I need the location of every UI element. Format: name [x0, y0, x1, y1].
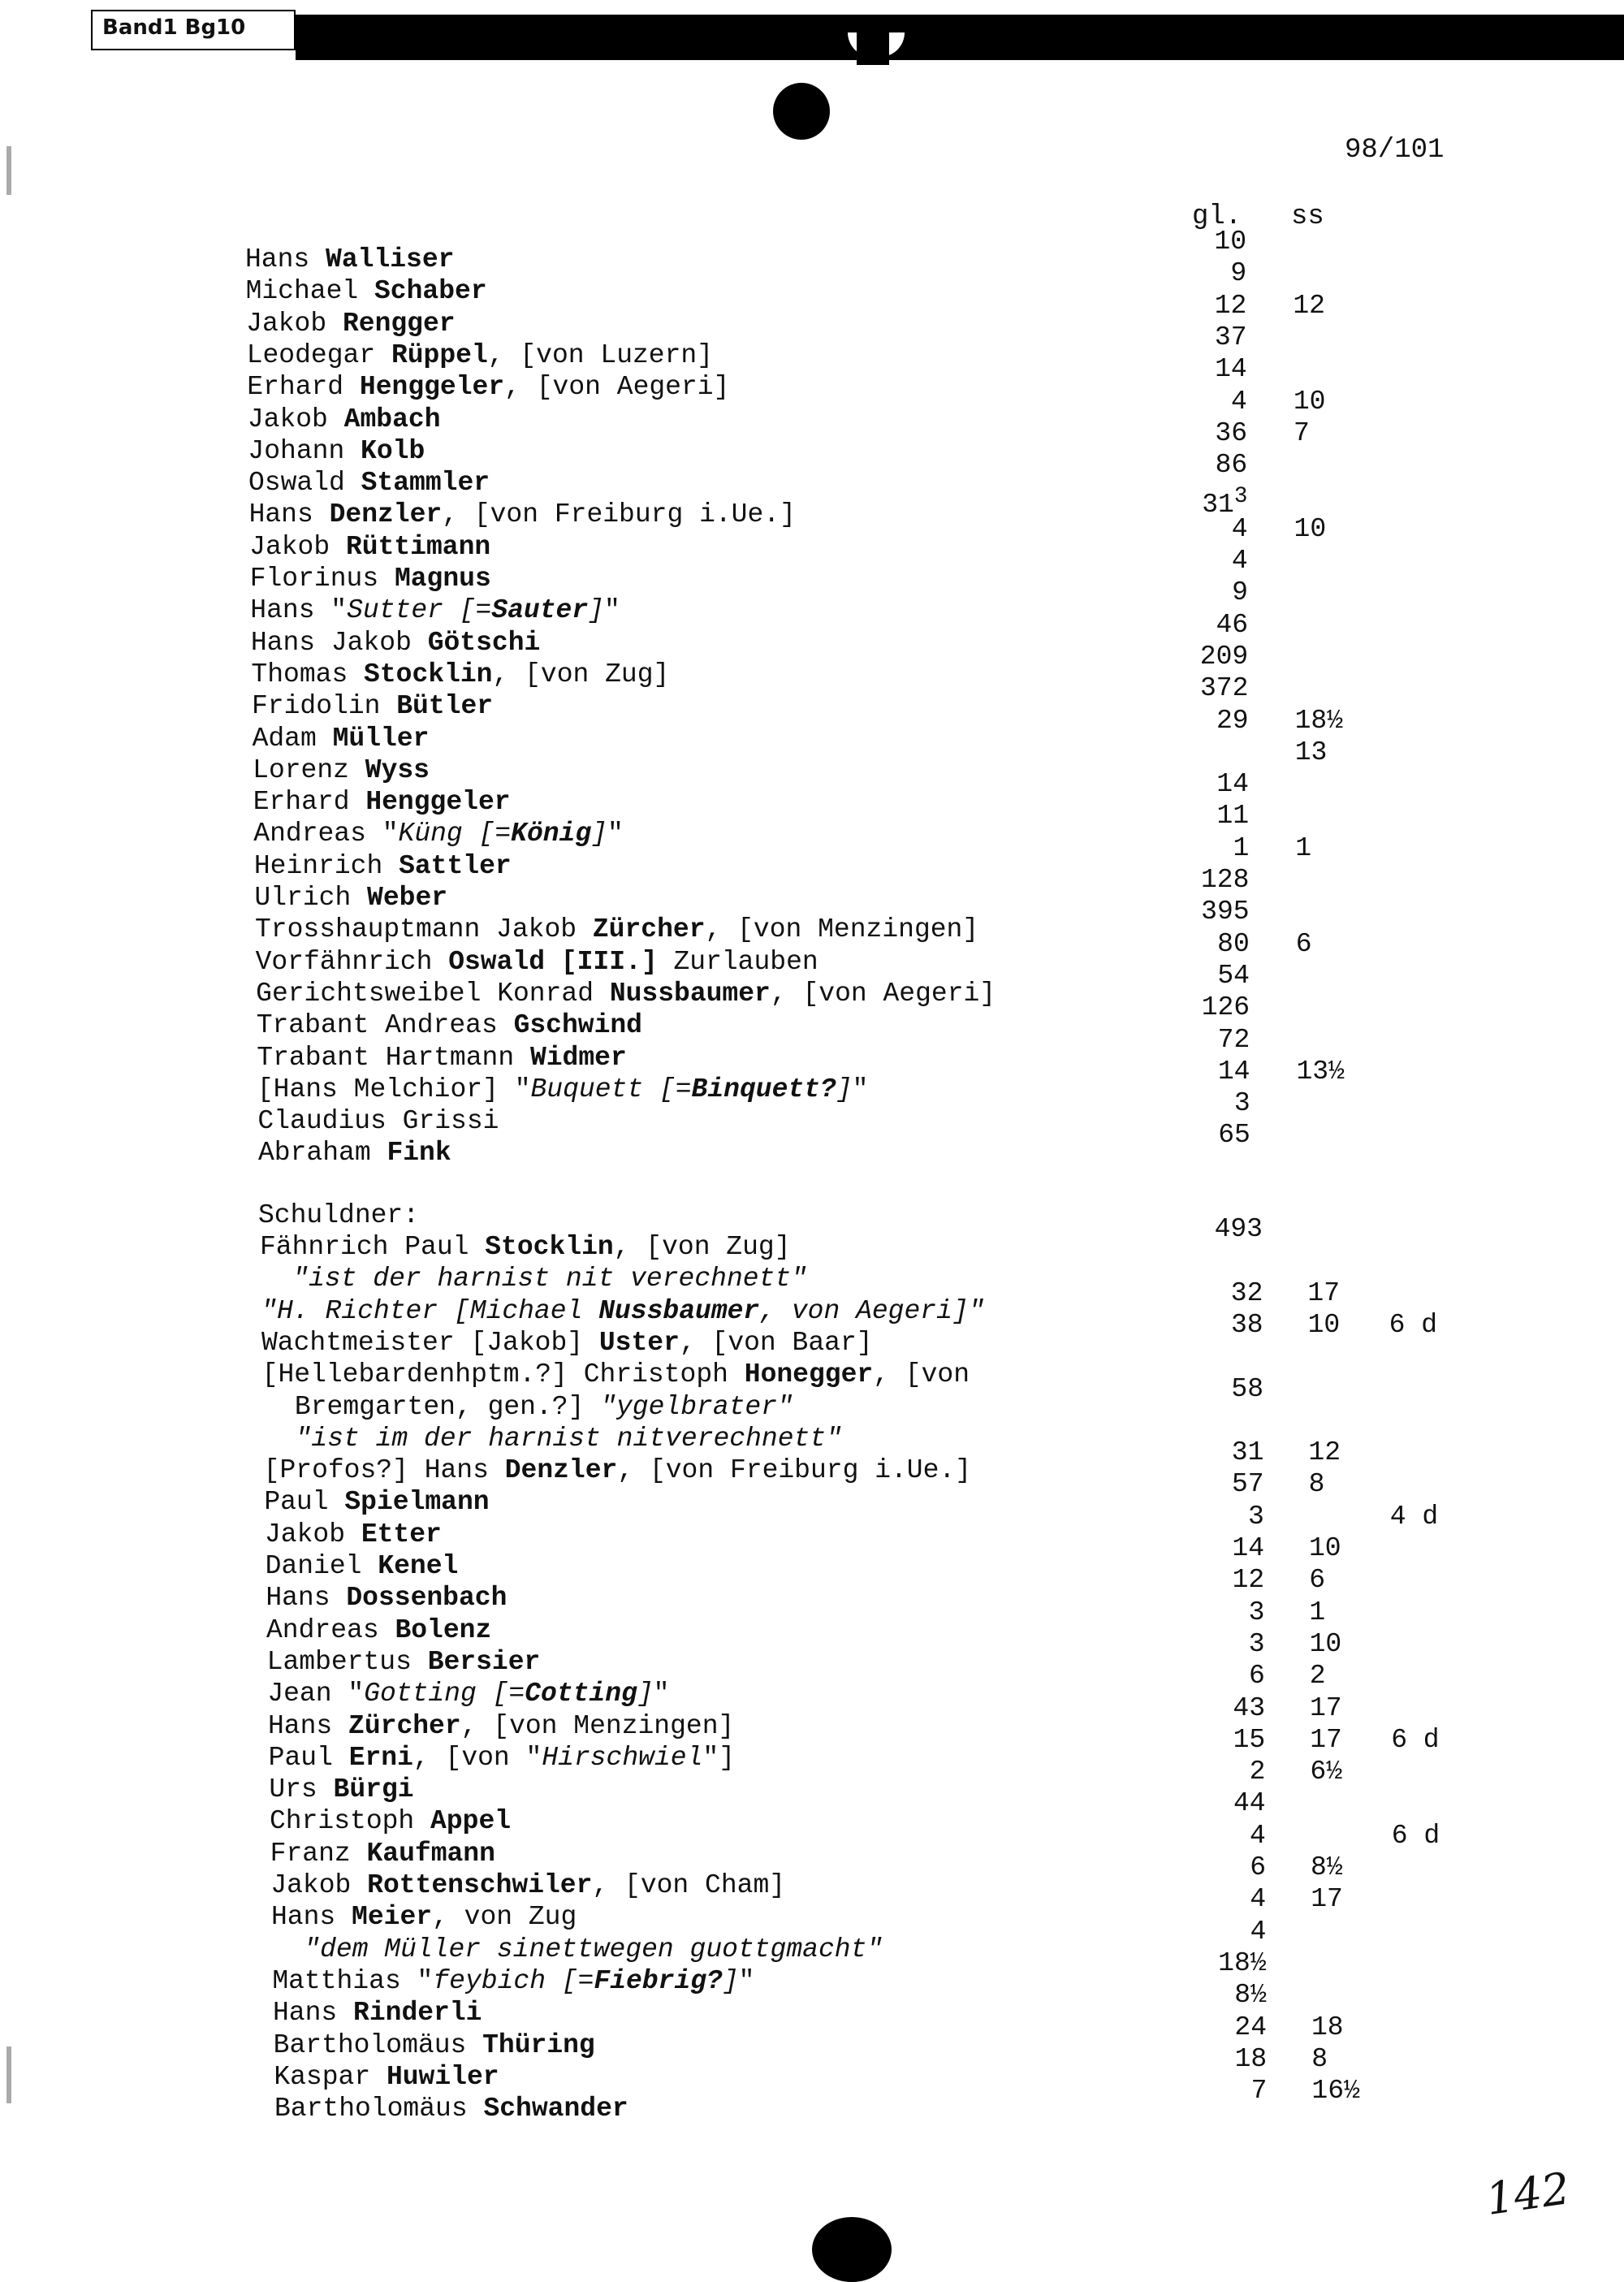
- entry-name: Andreas Bolenz: [266, 1614, 492, 1645]
- entry-name: Christoph Appel: [270, 1806, 512, 1837]
- amount-gulden: 12: [1232, 1565, 1265, 1596]
- entry-name: Fähnrich Paul Stocklin, [von Zug]: [260, 1232, 791, 1262]
- amount-gulden: 72: [1217, 1024, 1250, 1055]
- amount-schilling: 13½: [1296, 1056, 1345, 1087]
- amount-schilling: 1: [1295, 832, 1312, 863]
- ledger-row: [0, 484, 1624, 531]
- entry-name: Michael Schaber: [245, 276, 487, 307]
- amount-gulden: 209: [1199, 641, 1249, 672]
- amount-gulden: $31^3$: [1202, 484, 1248, 521]
- amount-schilling: 10: [1309, 1628, 1342, 1659]
- amount-gulden: 7: [1250, 2076, 1268, 2107]
- amount-schilling: 6: [1295, 928, 1312, 959]
- amount-schilling: 6: [1309, 1565, 1325, 1596]
- amount-gulden: 6: [1250, 1852, 1266, 1882]
- ledger-row: [0, 1359, 1624, 1391]
- entry-name: Heinrich Sattler: [253, 850, 512, 881]
- amount-gulden: 14: [1232, 1533, 1264, 1563]
- amount-gulden: 4: [1231, 513, 1248, 544]
- amount-gulden: 12: [1214, 290, 1247, 321]
- page-number: 98/101: [1345, 135, 1445, 166]
- entry-name: [Profos?] Hans Denzler, [von Freiburg i.Ue.]: [263, 1455, 972, 1486]
- amount-schilling: 10: [1293, 386, 1326, 417]
- entry-name: Paul Spielmann: [264, 1487, 490, 1518]
- entry-name: Vorfähnrich Oswald [III.] Zurlauben: [255, 946, 818, 977]
- amount-gulden: 80: [1217, 928, 1250, 959]
- amount-schilling: 7: [1294, 417, 1310, 448]
- amount-gulden: 29: [1216, 705, 1249, 736]
- document-tag: Band1 Bg10: [91, 10, 296, 50]
- amount-gulden: 4: [1249, 1820, 1266, 1851]
- entry-name: Trabant Hartmann Widmer: [257, 1042, 627, 1073]
- entry-name: Paul Erni, [von "Hirschwiel"]: [268, 1742, 735, 1773]
- amount-schilling: 12: [1293, 290, 1325, 321]
- amount-gulden: 2: [1249, 1757, 1266, 1787]
- section-heading-schuldner: Schuldner:: [258, 1200, 420, 1230]
- entry-name: Erhard Henggeler: [253, 787, 511, 818]
- entry-name: Urs Bürgi: [269, 1774, 414, 1805]
- amount-schilling: 17: [1307, 1277, 1340, 1308]
- amount-gulden: 14: [1215, 354, 1247, 385]
- entry-name: Thomas Stocklin, [von Zug]: [251, 659, 670, 689]
- amount-gulden: 24: [1234, 2012, 1267, 2042]
- amount-schilling: 12: [1308, 1437, 1341, 1468]
- amount-gulden: 395: [1201, 897, 1250, 927]
- entry-name: Trabant Andreas Gschwind: [256, 1010, 642, 1041]
- amount-gulden: 14: [1217, 1056, 1250, 1087]
- amount-gulden: 3: [1248, 1628, 1265, 1659]
- entry-name: Jakob Rottenschwiler, [von Cham]: [270, 1870, 786, 1900]
- entry-name: Ulrich Weber: [254, 883, 448, 913]
- entry-name: Bartholomäus Schwander: [274, 2094, 628, 2124]
- entry-name: "ist der harnist nit verechnett": [292, 1264, 807, 1294]
- amount-gulden: 3: [1248, 1597, 1265, 1627]
- superscript-mark: 3: [1233, 484, 1248, 510]
- entry-name: Andreas "Küng [=König]": [253, 819, 624, 849]
- entry-name: Franz Kaufmann: [270, 1838, 495, 1869]
- entry-name: Jakob Rüttimann: [249, 531, 491, 562]
- amount-gulden: 1: [1233, 832, 1250, 863]
- entry-name: Trosshauptmann Jakob Zürcher, [von Menzingen]: [255, 914, 979, 945]
- entry-name: Jakob Rengger: [246, 308, 456, 339]
- amount-gulden: 58: [1231, 1373, 1263, 1404]
- entry-name: Jean "Gotting [=Cotting]": [267, 1679, 670, 1709]
- amount-gulden: 38: [1230, 1309, 1263, 1340]
- column-header-ss: ss: [1291, 201, 1324, 232]
- amount-gulden: 18½: [1218, 1947, 1267, 1978]
- amount-schilling: 8½: [1311, 1852, 1343, 1882]
- ledger-row: [0, 1423, 1624, 1455]
- entry-name: Hans Rinderli: [273, 1998, 482, 2029]
- amount-gulden: 44: [1233, 1788, 1266, 1819]
- amount-gulden: 4: [1250, 1916, 1267, 1947]
- amount-gulden: 54: [1217, 960, 1250, 991]
- entry-name: Hans "Sutter [=Sauter]": [250, 595, 620, 626]
- amount-gulden: 493: [1214, 1214, 1263, 1244]
- amount-gulden: 14: [1216, 769, 1249, 800]
- handwritten-folio-number: 142: [1483, 2163, 1573, 2225]
- amount-denar: 4 d: [1389, 1501, 1439, 1532]
- entry-name: Florinus Magnus: [249, 564, 491, 594]
- entry-name: Bremgarten, gen.?] "ygelbrater": [262, 1391, 793, 1422]
- amount-schilling: 8: [1311, 2043, 1328, 2074]
- amount-schilling: 17: [1310, 1724, 1342, 1755]
- amount-schilling: 10: [1309, 1533, 1341, 1563]
- entry-name: Hans Dossenbach: [266, 1583, 508, 1614]
- amount-schilling: 13: [1294, 737, 1328, 767]
- entry-name: Erhard Henggeler, [von Aegeri]: [247, 372, 730, 403]
- entry-name: Matthias "feybich [=Fiebrig?]": [272, 1965, 755, 1996]
- entry-name: "dem Müller sinettwegen guottgmacht": [304, 1934, 883, 1964]
- entry-name: Adam Müller: [252, 723, 430, 754]
- amount-schilling: 17: [1311, 1884, 1343, 1915]
- amount-schilling: 2: [1309, 1661, 1326, 1692]
- entry-name: Fridolin Bütler: [252, 691, 494, 722]
- amount-gulden: 6: [1248, 1661, 1265, 1692]
- amount-schilling: 16½: [1311, 2076, 1360, 2107]
- amount-gulden: 36: [1215, 417, 1248, 448]
- amount-gulden: 86: [1215, 450, 1248, 481]
- ledger-row: [0, 227, 1624, 276]
- amount-gulden: 4: [1231, 546, 1248, 576]
- amount-denar: 6 d: [1391, 1724, 1440, 1755]
- amount-gulden: 18: [1234, 2043, 1268, 2074]
- entry-name: Jakob Etter: [265, 1519, 442, 1549]
- amount-schilling: 18½: [1294, 705, 1343, 736]
- amount-gulden: 9: [1232, 577, 1248, 608]
- entry-name: Hans Meier, von Zug: [271, 1902, 577, 1933]
- amount-schilling: 10: [1307, 1309, 1341, 1340]
- amount-gulden: 46: [1216, 609, 1249, 640]
- amount-gulden: 4: [1231, 386, 1247, 417]
- entry-name: Lambertus Bersier: [266, 1646, 541, 1677]
- amount-gulden: 43: [1233, 1692, 1265, 1723]
- ledger-row: [0, 1263, 1624, 1295]
- amount-schilling: 10: [1294, 513, 1327, 544]
- amount-gulden: 4: [1250, 1884, 1267, 1915]
- amount-schilling: 1: [1309, 1597, 1326, 1627]
- entry-name: Jakob Ambach: [247, 404, 441, 434]
- amount-gulden: 65: [1218, 1120, 1250, 1151]
- entry-name: Kaspar Huwiler: [274, 2061, 499, 2092]
- amount-gulden: 10: [1214, 227, 1246, 257]
- entry-name: Abraham Fink: [258, 1138, 451, 1169]
- amount-gulden: 11: [1216, 801, 1250, 832]
- amount-gulden: 32: [1230, 1277, 1263, 1308]
- amount-schilling: 17: [1310, 1692, 1342, 1723]
- amount-gulden: 126: [1201, 992, 1250, 1023]
- entry-name: Leodegar Rüppel, [von Luzern]: [246, 339, 714, 370]
- amount-gulden: 57: [1231, 1469, 1264, 1500]
- entry-name: Daniel Kenel: [265, 1551, 459, 1581]
- amount-gulden: 3: [1233, 1088, 1250, 1119]
- entry-name: Hans Zürcher, [von Menzingen]: [268, 1710, 735, 1741]
- amount-gulden: 372: [1199, 673, 1249, 704]
- entry-name: Hans Walliser: [245, 244, 455, 274]
- entry-name: Claudius Grissi: [257, 1106, 499, 1137]
- entry-name: Bartholomäus Thüring: [273, 2029, 595, 2060]
- entry-name: Oswald Stammler: [248, 468, 490, 499]
- amount-gulden: 9: [1230, 258, 1247, 289]
- amount-denar: 6 d: [1391, 1820, 1440, 1851]
- entry-name: Hans Denzler, [von Freiburg i.Ue.]: [248, 499, 796, 530]
- entry-name: Hans Jakob Götschi: [250, 627, 541, 658]
- amount-gulden: 37: [1214, 322, 1247, 352]
- amount-schilling: 18: [1311, 2012, 1344, 2042]
- amount-gulden: 128: [1201, 865, 1250, 895]
- amount-schilling: 6½: [1310, 1757, 1342, 1787]
- amount-gulden: 3: [1247, 1501, 1264, 1532]
- entry-name: [Hellebardenhptm.?] Christoph Honegger, [von: [261, 1359, 970, 1390]
- entry-name: Johann Kolb: [248, 435, 425, 466]
- amount-denar: 6 d: [1389, 1309, 1438, 1340]
- entry-name: Gerichtsweibel Konrad Nussbaumer, [von Aegeri]: [256, 978, 996, 1009]
- entry-name: "ist im der harnist nitverechnett": [295, 1423, 842, 1454]
- amount-gulden: 8½: [1234, 1980, 1267, 2011]
- entry-name: Lorenz Wyss: [253, 754, 430, 785]
- entry-name: [Hans Melchior] "Buquett [=Binquett?]": [257, 1074, 869, 1104]
- entry-name: Wachtmeister [Jakob] Uster, [von Baar]: [261, 1327, 873, 1358]
- amount-schilling: 8: [1308, 1469, 1325, 1500]
- column-header-gl: gl.: [1192, 201, 1242, 232]
- amount-gulden: 31: [1231, 1437, 1264, 1468]
- amount-gulden: 15: [1233, 1724, 1266, 1755]
- entry-name: "H. Richter [Michael Nussbaumer, von Aegeri]": [261, 1295, 985, 1326]
